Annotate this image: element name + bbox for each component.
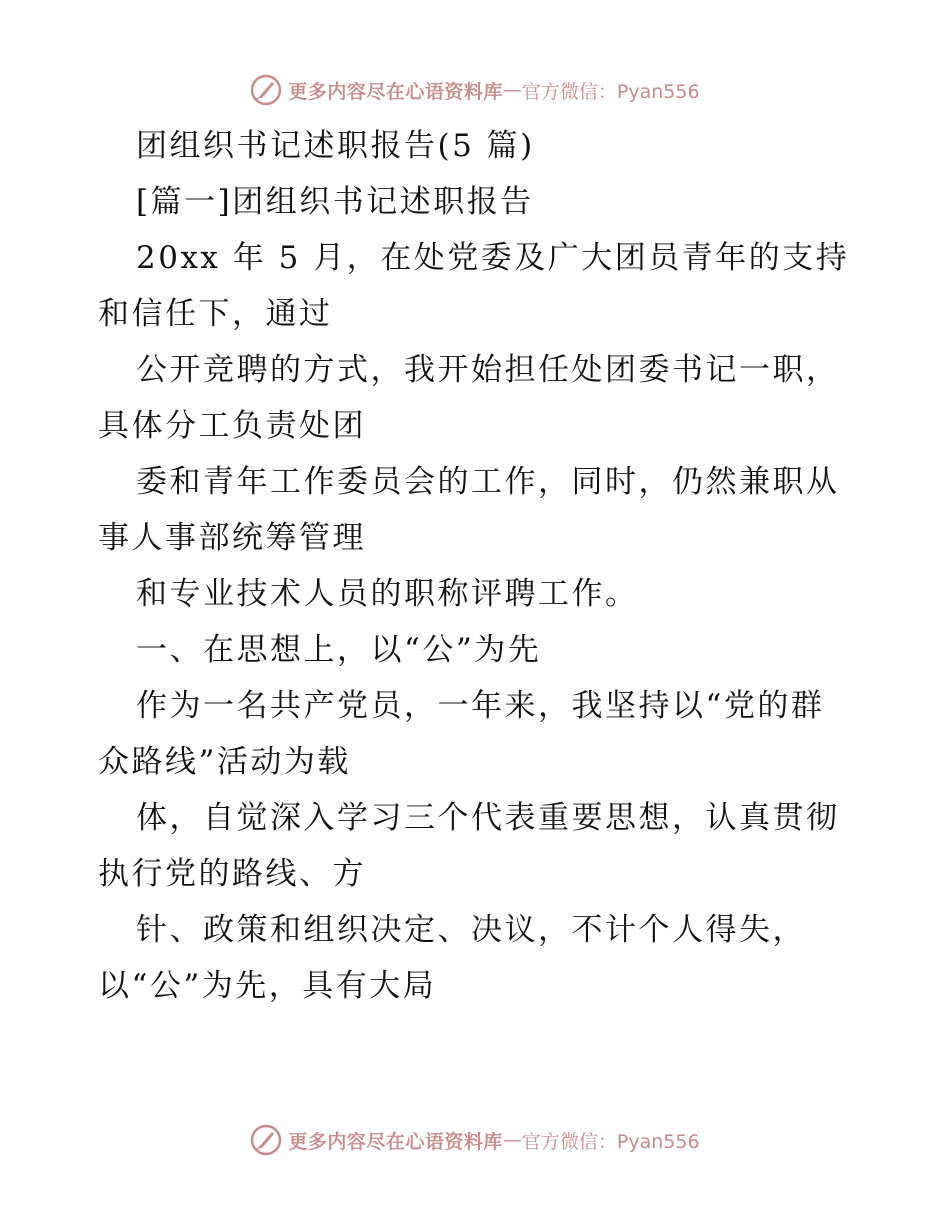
watermark-sub-text: 官方微信：Pyan556 [521,80,700,103]
section-heading: [篇一]团组织书记述职报告 [136,184,534,220]
top-watermark-banner [0,70,950,110]
paragraph-line: 作为一名共产党员，一年来，我坚持以“党的群 [136,688,825,724]
paragraph-line: 公开竞聘的方式，我开始担任处团委书记一职， [136,352,840,388]
paragraph-line: 执行党的路线、方 [98,856,366,892]
paragraph-line: 众路线”活动为载 [98,744,351,780]
feather-pen-logo-icon [250,1124,282,1156]
watermark-dash: — [502,79,522,101]
paragraph-line: 委和青年工作委员会的工作，同时，仍然兼职从 [136,464,840,500]
subsection-heading: 一、在思想上，以“公”为先 [136,632,542,668]
paragraph-line: 和信任下，通过 [98,296,333,332]
paragraph-line: 事人事部统筹管理 [98,520,366,556]
document-title: 团组织书记述职报告(5 篇) [136,128,535,164]
feather-pen-logo-icon [250,74,282,106]
paragraph-line: 和专业技术人员的职称评聘工作。 [136,576,639,612]
paragraph-line: 具体分工负责处团 [98,408,366,444]
watermark-main-text: 更多内容尽在心语资料库 [288,1130,503,1153]
watermark-dash: — [502,1129,522,1151]
document-body [98,118,858,1014]
paragraph-line: 针、政策和组织决定、决议，不计个人得失， [136,912,806,948]
paragraph-line: 体，自觉深入学习三个代表重要思想，认真贯彻 [136,800,840,836]
bottom-watermark-banner [0,1120,950,1160]
watermark-sub-text: 官方微信：Pyan556 [521,1130,700,1153]
paragraph-line: 20xx 年 5 月，在处党委及广大团员青年的支持 [136,240,850,276]
watermark-main-text: 更多内容尽在心语资料库 [288,80,503,103]
paragraph-line: 以“公”为先，具有大局 [98,968,437,1004]
